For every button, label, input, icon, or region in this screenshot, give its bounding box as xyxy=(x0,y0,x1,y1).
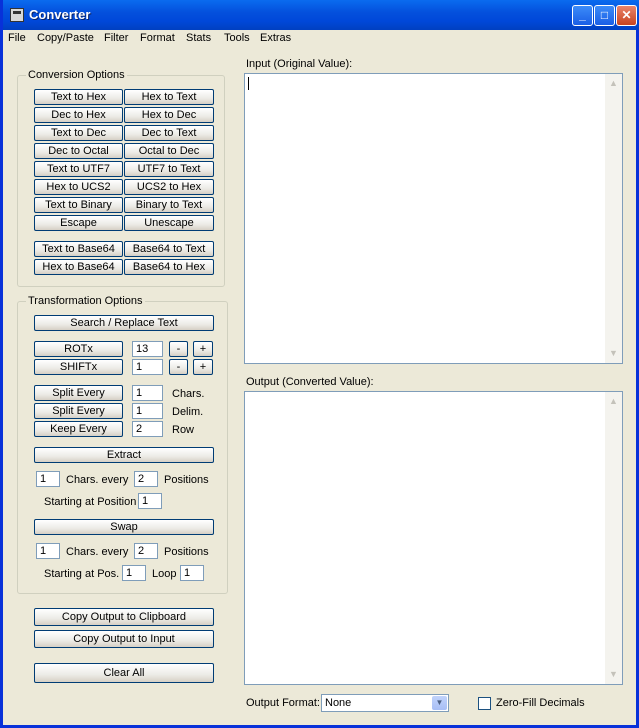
menu-file[interactable]: File xyxy=(8,32,26,44)
input-label: Input (Original Value): xyxy=(246,58,353,70)
base64-to-text-button[interactable]: Base64 to Text xyxy=(124,241,214,257)
split-delim-unit: Delim. xyxy=(172,406,204,418)
title-bar[interactable] xyxy=(3,0,639,30)
keep-every-input[interactable]: 2 xyxy=(132,421,163,437)
hex-to-ucs2-button[interactable]: Hex to UCS2 xyxy=(34,179,123,195)
shiftx-increment-button[interactable]: + xyxy=(193,359,213,375)
output-format-value: None xyxy=(325,697,352,709)
split-every-delim-button[interactable]: Split Every xyxy=(34,403,123,419)
scroll-up-icon[interactable]: ▲ xyxy=(609,78,618,88)
base64-to-hex-button[interactable]: Base64 to Hex xyxy=(124,259,214,275)
rotx-button[interactable]: ROTx xyxy=(34,341,123,357)
zero-fill-label: Zero-Fill Decimals xyxy=(496,697,585,709)
split-chars-input[interactable]: 1 xyxy=(132,385,163,401)
swap-positions-input[interactable]: 2 xyxy=(134,543,158,559)
menu-stats[interactable]: Stats xyxy=(186,32,212,44)
copy-output-clipboard-button[interactable]: Copy Output to Clipboard xyxy=(34,608,214,626)
hex-to-dec-button[interactable]: Hex to Dec xyxy=(124,107,214,123)
text-to-binary-button[interactable]: Text to Binary xyxy=(34,197,123,213)
window-title: Converter xyxy=(29,7,91,22)
keep-every-unit: Row xyxy=(172,424,195,436)
dec-to-hex-button[interactable]: Dec to Hex xyxy=(34,107,123,123)
minimize-button[interactable] xyxy=(572,5,593,26)
menu-tools[interactable]: Tools xyxy=(224,32,250,44)
dec-to-octal-button[interactable]: Dec to Octal xyxy=(34,143,123,159)
chevron-down-icon[interactable]: ▼ xyxy=(432,696,447,710)
ucs2-to-hex-button[interactable]: UCS2 to Hex xyxy=(124,179,214,195)
swap-button[interactable]: Swap xyxy=(34,519,214,535)
swap-loop-input[interactable]: 1 xyxy=(180,565,204,581)
extract-chars-label: Chars. every xyxy=(66,474,129,486)
hex-to-base64-button[interactable]: Hex to Base64 xyxy=(34,259,123,275)
app-icon xyxy=(10,8,24,22)
swap-chars-label: Chars. every xyxy=(66,546,129,558)
close-button[interactable] xyxy=(616,5,637,26)
input-textarea[interactable] xyxy=(244,73,623,364)
split-every-chars-button[interactable]: Split Every xyxy=(34,385,123,401)
menu-filter[interactable]: Filter xyxy=(104,32,129,44)
search-replace-button[interactable]: Search / Replace Text xyxy=(34,315,214,331)
rotx-decrement-button[interactable]: - xyxy=(169,341,188,357)
swap-positions-label: Positions xyxy=(164,546,209,558)
text-to-base64-button[interactable]: Text to Base64 xyxy=(34,241,123,257)
extract-chars-input[interactable]: 1 xyxy=(36,471,60,487)
text-to-dec-button[interactable]: Text to Dec xyxy=(34,125,123,141)
transformation-options-label: Transformation Options xyxy=(28,295,143,307)
keep-every-button[interactable]: Keep Every xyxy=(34,421,123,437)
extract-positions-input[interactable]: 2 xyxy=(134,471,158,487)
dec-to-text-button[interactable]: Dec to Text xyxy=(124,125,214,141)
zero-fill-checkbox[interactable] xyxy=(478,697,491,710)
split-delim-input[interactable]: 1 xyxy=(132,403,163,419)
shiftx-decrement-button[interactable]: - xyxy=(169,359,188,375)
minimize-icon: _ xyxy=(579,8,586,22)
output-format-select[interactable] xyxy=(321,694,449,712)
menu-extras[interactable]: Extras xyxy=(260,32,292,44)
scroll-down-icon[interactable]: ▼ xyxy=(609,669,618,679)
menu-copy-paste[interactable]: Copy/Paste xyxy=(37,32,94,44)
scroll-up-icon[interactable]: ▲ xyxy=(609,396,618,406)
output-textarea[interactable] xyxy=(244,391,623,685)
rotx-input[interactable]: 13 xyxy=(132,341,163,357)
extract-positions-label: Positions xyxy=(164,474,209,486)
swap-start-label: Starting at Pos. xyxy=(44,568,120,580)
split-chars-unit: Chars. xyxy=(172,388,205,400)
copy-output-input-button[interactable]: Copy Output to Input xyxy=(34,630,214,648)
output-format-label: Output Format: xyxy=(246,697,320,709)
shiftx-input[interactable]: 1 xyxy=(132,359,163,375)
output-scrollbar[interactable] xyxy=(605,392,622,684)
octal-to-dec-button[interactable]: Octal to Dec xyxy=(124,143,214,159)
swap-loop-label: Loop xyxy=(152,568,177,580)
maximize-button[interactable] xyxy=(594,5,615,26)
utf7-to-text-button[interactable]: UTF7 to Text xyxy=(124,161,214,177)
text-to-utf7-button[interactable]: Text to UTF7 xyxy=(34,161,123,177)
binary-to-text-button[interactable]: Binary to Text xyxy=(124,197,214,213)
unescape-button[interactable]: Unescape xyxy=(124,215,214,231)
swap-chars-input[interactable]: 1 xyxy=(36,543,60,559)
output-label: Output (Converted Value): xyxy=(246,376,374,388)
close-icon: ✕ xyxy=(621,8,632,22)
maximize-icon: □ xyxy=(600,8,609,22)
text-to-hex-button[interactable]: Text to Hex xyxy=(34,89,123,105)
shiftx-button[interactable]: SHIFTx xyxy=(34,359,123,375)
extract-start-input[interactable]: 1 xyxy=(138,493,162,509)
menu-bar xyxy=(3,30,636,48)
extract-button[interactable]: Extract xyxy=(34,447,214,463)
swap-start-input[interactable]: 1 xyxy=(122,565,146,581)
escape-button[interactable]: Escape xyxy=(34,215,123,231)
scroll-down-icon[interactable]: ▼ xyxy=(609,348,618,358)
text-caret xyxy=(248,77,249,90)
hex-to-text-button[interactable]: Hex to Text xyxy=(124,89,214,105)
clear-all-button[interactable]: Clear All xyxy=(34,663,214,683)
conversion-options-label: Conversion Options xyxy=(28,69,125,81)
extract-start-label: Starting at Position xyxy=(44,496,137,508)
input-scrollbar[interactable] xyxy=(605,74,622,363)
rotx-increment-button[interactable]: + xyxy=(193,341,213,357)
menu-format[interactable]: Format xyxy=(140,32,175,44)
